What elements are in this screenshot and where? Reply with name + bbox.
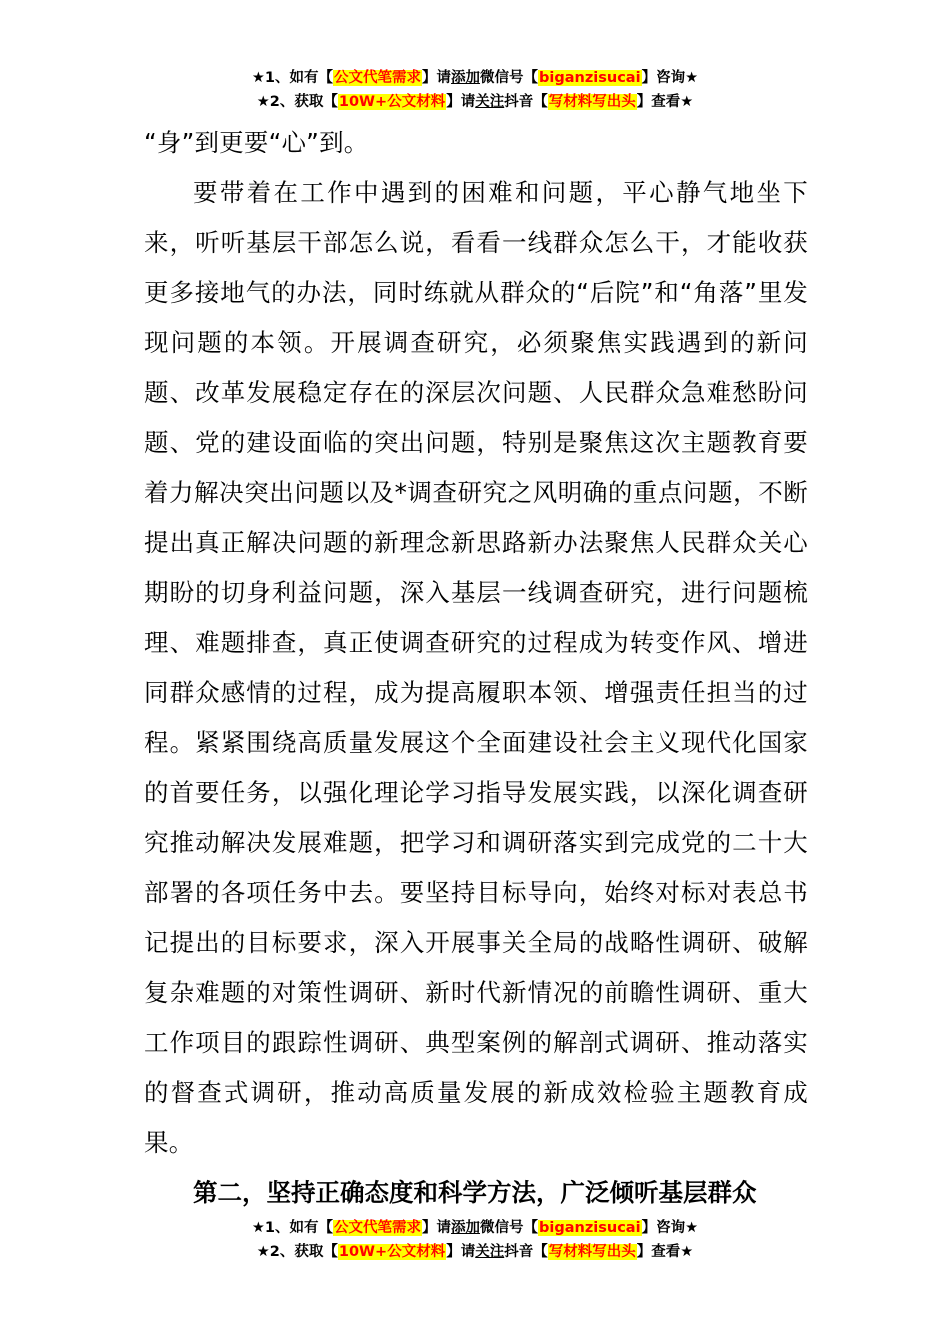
highlight-materials: 10W+公文材料 xyxy=(338,1244,446,1260)
banner-text: 微信号【 xyxy=(480,70,539,86)
highlight-materials: 10W+公文材料 xyxy=(338,94,446,110)
footer-banner xyxy=(0,1216,950,1264)
continuation-text: “身”到更要“心”到。 xyxy=(144,128,369,157)
highlight-service: 公文代笔需求 xyxy=(334,1220,422,1236)
banner-text: 】查看★ xyxy=(636,1244,694,1260)
banner-text: 抖音【 xyxy=(504,1244,548,1260)
banner-text: 】咨询★ xyxy=(641,1220,699,1236)
underlined-add: 添加 xyxy=(451,1220,481,1236)
section-heading: 第二，坚持正确态度和科学方法，广泛倾听基层群众 xyxy=(193,1178,757,1207)
banner-text: 抖音【 xyxy=(504,94,548,110)
banner-line-2 xyxy=(0,1240,950,1264)
banner-text: ★1、如有【 xyxy=(251,70,334,86)
banner-line-1 xyxy=(0,1216,950,1240)
wechat-id: biganzisucai xyxy=(539,1220,641,1236)
document-body xyxy=(144,118,808,1218)
douyin-account: 写材料写出头 xyxy=(548,94,636,110)
banner-text: 微信号【 xyxy=(480,1220,539,1236)
wechat-id: biganzisucai xyxy=(539,70,641,86)
banner-text: 】请 xyxy=(422,1220,452,1236)
banner-text: ★2、获取【 xyxy=(256,94,338,110)
banner-line-2 xyxy=(0,90,950,114)
underlined-follow: 关注 xyxy=(475,1244,505,1260)
banner-text: 】请 xyxy=(446,1244,476,1260)
banner-text: 】查看★ xyxy=(636,94,694,110)
highlight-service: 公文代笔需求 xyxy=(334,70,422,86)
banner-line-1 xyxy=(0,66,950,90)
banner-text: 】咨询★ xyxy=(641,70,699,86)
body-paragraph: 要带着在工作中遇到的困难和问题，平心静气地坐下来，听听基层干部怎么说，看看一线群众怎么干，才能收获更多接地气的办法，同时练就从群众的“后院”和“角落”里发现问题的本领。开展调查研究，必须聚焦实践遇到的新问题、改革发展稳定存在的深层次问题、人民群众急难愁盼问题、党的建设面临的突出问题，特别是聚焦这次主题教育要着力解决突出问题以及*调查研究之风明确的重点问题，不断提出真正解决问题的新理念新思路新办法聚焦人民群众关心期盼的切身利益问题，深入基层一线调查研究，进行问题梳理、难题排查，真正使调查研究的过程成为转变作风、增进同群众感情的过程，成为提高履职本领、增强责任担当的过程。紧紧围绕高质量发展这个全面建设社会主义现代化国家的首要任务，以强化理论学习指导发展实践，以深化调查研究推动解决发展难题，把学习和调研落实到完成党的二十大部署的各项任务中去。要坚持目标导向，始终对标对表总书记提出的目标要求，深入开展事关全局的战略性调研、破解复杂难题的对策性调研、新时代新情况的前瞻性调研、重大工作项目的跟踪性调研、典型案例的解剖式调研、推动落实的督查式调研，推动高质量发展的新成效检验主题教育成果。 xyxy=(144,178,808,1157)
underlined-follow: 关注 xyxy=(475,94,505,110)
underlined-add: 添加 xyxy=(451,70,481,86)
header-banner xyxy=(0,66,950,114)
banner-text: ★1、如有【 xyxy=(251,1220,334,1236)
banner-text: 】请 xyxy=(446,94,476,110)
banner-text: ★2、获取【 xyxy=(256,1244,338,1260)
douyin-account: 写材料写出头 xyxy=(548,1244,636,1260)
banner-text: 】请 xyxy=(422,70,452,86)
